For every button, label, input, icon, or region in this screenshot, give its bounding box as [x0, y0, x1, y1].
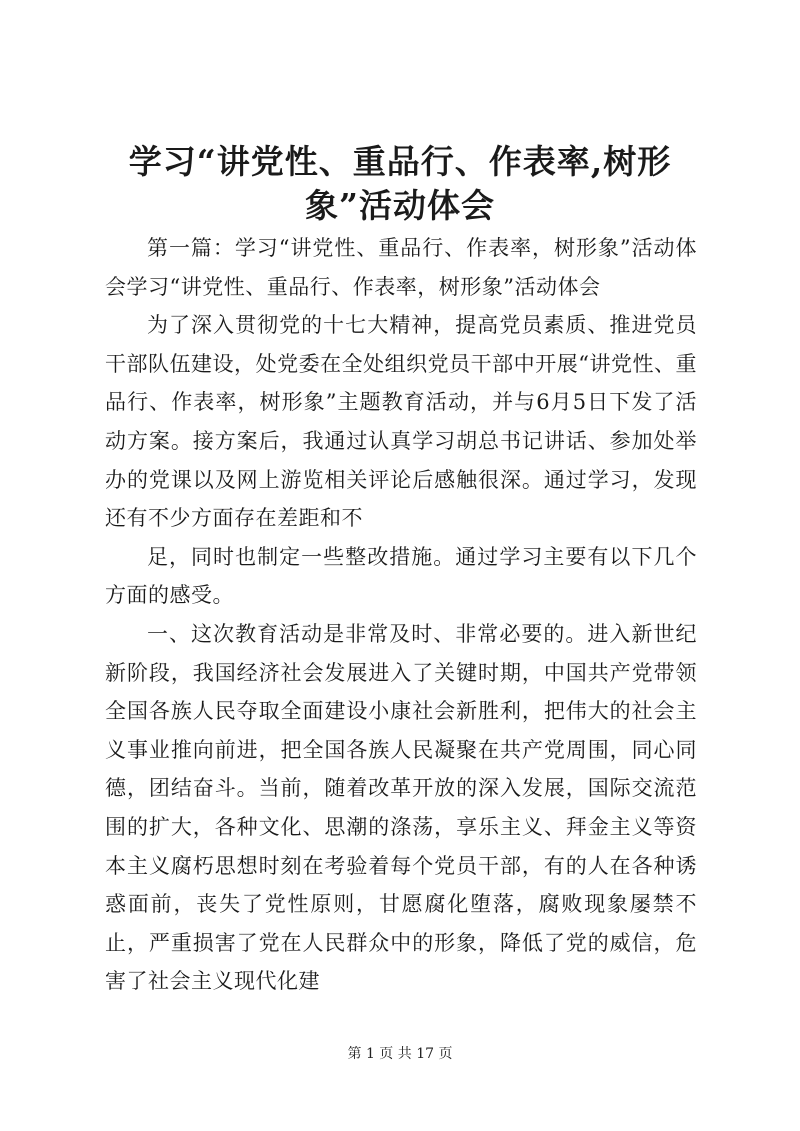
paragraph-1: 第一篇：学习“讲党性、重品行、作表率，树形象”活动体会学习“讲党性、重品行、作表率，树形象”活动体会 [105, 236, 697, 299]
paragraph-4: 一、这次教育活动是非常及时、非常必要的。进入新世纪新阶段，我国经济社会发展进入了关键时期，中国共产党带领全国各族人民夺取全面建设小康社会新胜利，把伟大的社会主义事业推向前进，把全国各族人民凝聚在共产党周围，同心同德，团结奋斗。当前，随着改革开放的深入发展，国际交流范围的扩大，各种文化、思潮的涤荡，享乐主义、拜金主义等资本主义腐朽思想时刻在考验着每个党员干部，有的人在各种诱惑面前，丧失了党性原则，甘愿腐化堕落，腐败现象屡禁不止，严重损害了党在人民群众中的形象，降低了党的威信，危害了社会主义现代化建 [105, 621, 697, 994]
document-body [105, 229, 697, 1001]
paragraph-3: 足，同时也制定一些整改措施。通过学习主要有以下几个方面的感受。 [105, 544, 697, 608]
page-number-footer: 第 1 页 共 17 页 [347, 1046, 453, 1062]
paragraph-2: 为了深入贯彻党的十七大精神，提高党员素质、推进党员干部队伍建设，处党委在全处组织党员干部中开展“讲党性、重品行、作表率，树形象”主题教育活动，并与6月5日下发了活动方案。接方案后，我通过认真学习胡总书记讲话、参加处举办的党课以及网上游览相关评论后感触很深。通过学习，发现还有不少方面存在差距和不 [105, 313, 697, 531]
document-title: 学习“讲党性、重品行、作表率,树形象”活动体会 [128, 142, 672, 225]
